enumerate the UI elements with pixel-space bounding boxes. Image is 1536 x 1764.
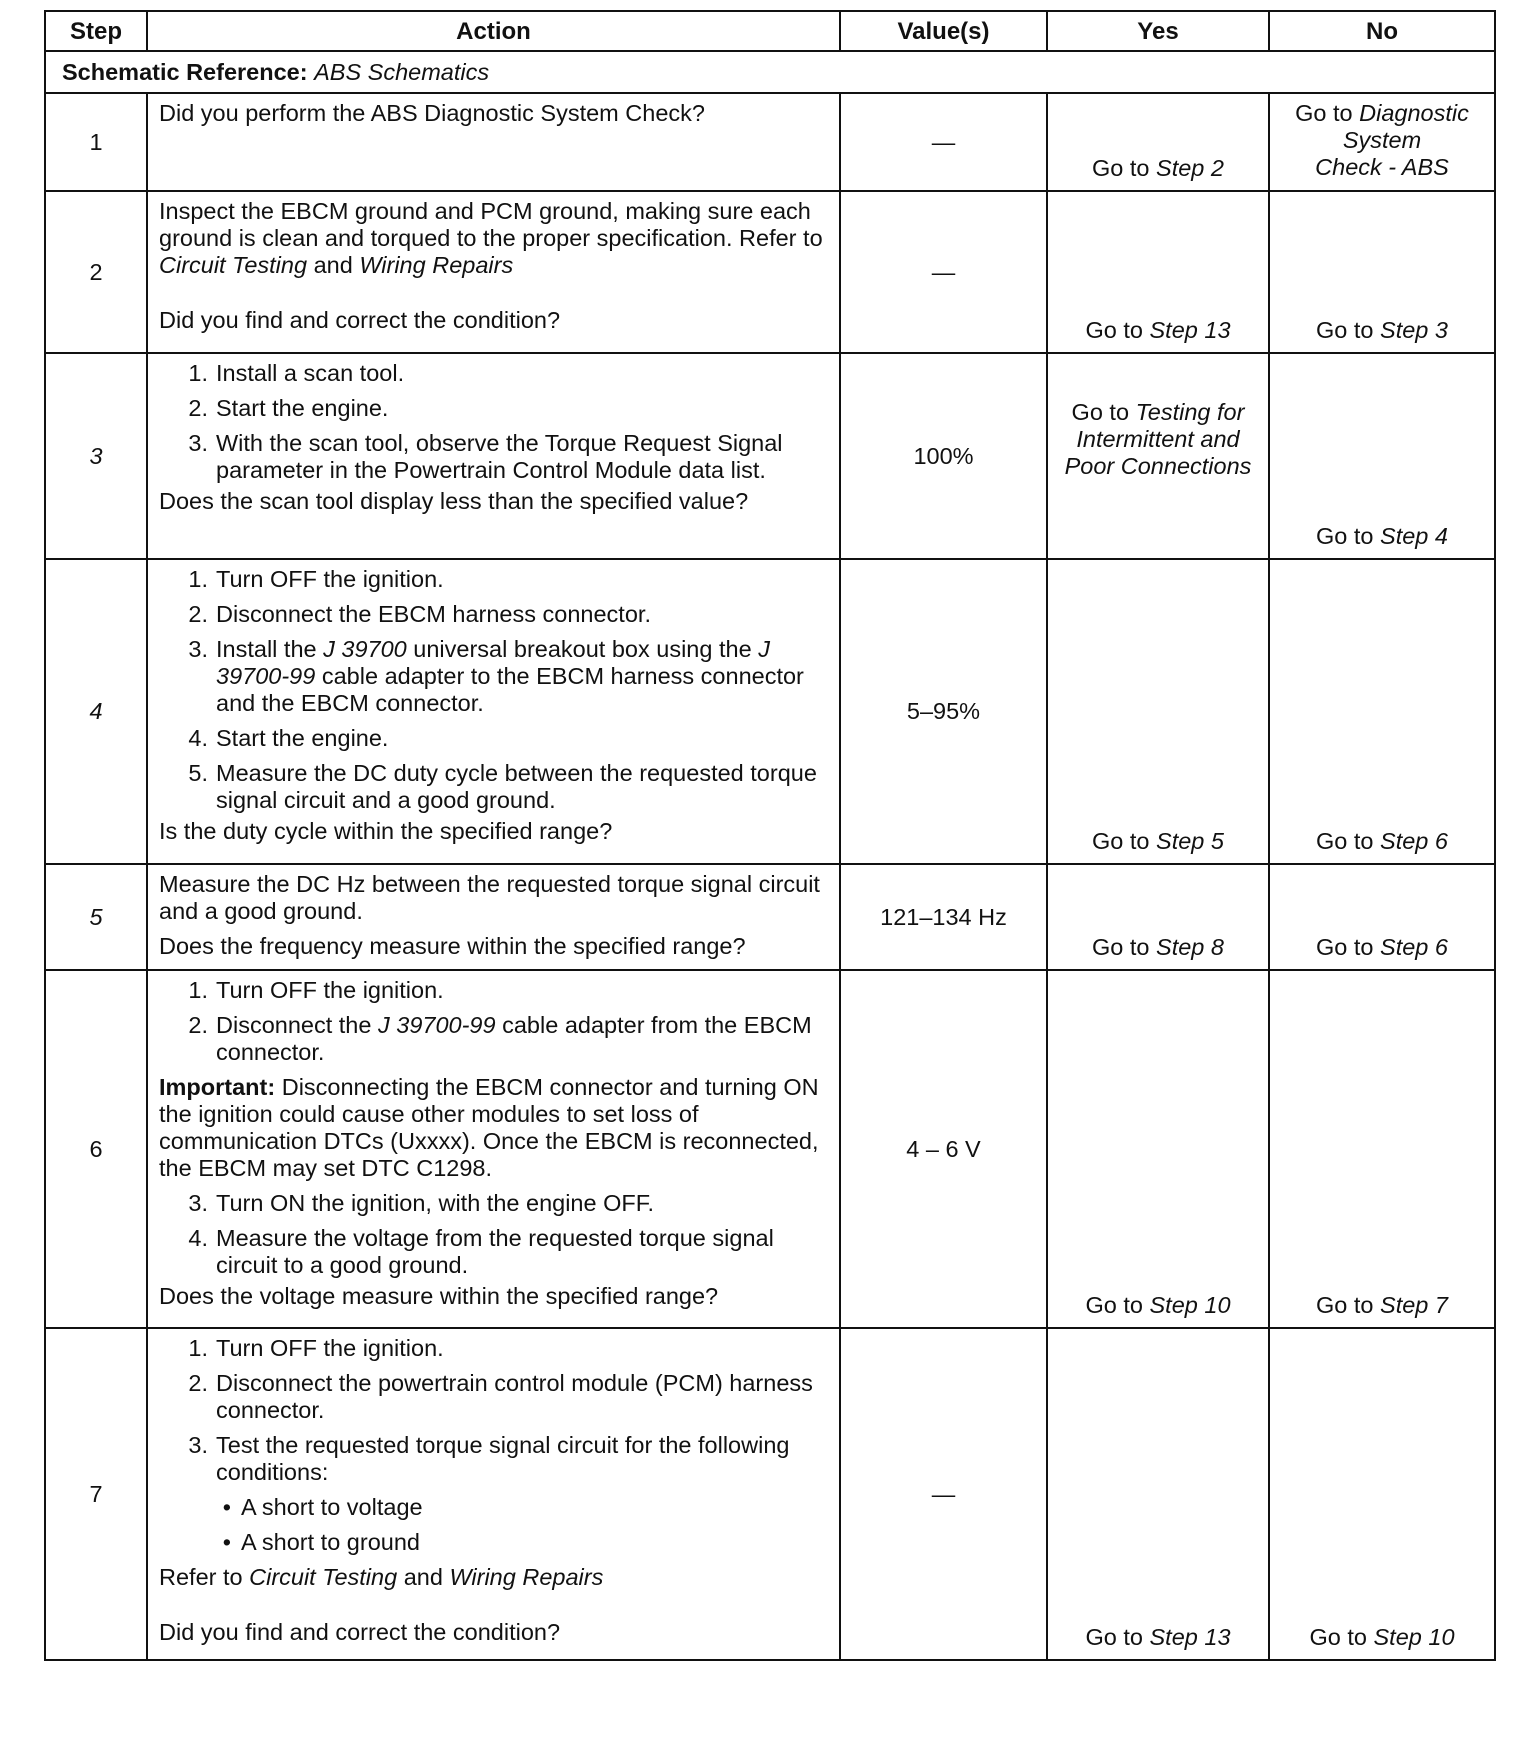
list-item: 1. Turn OFF the ignition. — [188, 1335, 444, 1361]
question: Is the duty cycle within the specified range? — [159, 818, 613, 844]
list-item: 3. Turn ON the ignition, with the engine OFF. — [188, 1190, 655, 1216]
yes-cell: Go to Step 13 — [1047, 191, 1269, 353]
yes-link[interactable]: Step 2 — [1156, 155, 1224, 181]
yes-cell — [1047, 93, 1269, 191]
list-item: 3. Test the requested torque signal circuit for the following conditions: — [188, 1432, 790, 1485]
no-cell: Go to Step 7 — [1269, 970, 1495, 1328]
value-cell: — — [840, 191, 1047, 353]
step-number: 2 — [45, 191, 147, 353]
no-link[interactable]: Step 7 — [1380, 1292, 1448, 1318]
tool-ref: J 39700 — [323, 636, 407, 662]
tool-ref: J 39700-99 — [216, 636, 770, 689]
no-link[interactable]: Step 6 — [1380, 934, 1448, 960]
condition-list — [159, 1494, 829, 1556]
step-number: 6 — [45, 970, 147, 1328]
list-item: 3. With the scan tool, observe the Torque Request Signal parameter in the Powertrain Control Module data list. — [188, 430, 783, 483]
header-values: Value(s) — [840, 11, 1047, 51]
no-link[interactable]: Diagnostic System Check - ABS — [1315, 100, 1469, 180]
step-number: 1 — [45, 93, 147, 191]
action-cell — [147, 93, 840, 191]
yes-link[interactable]: Testing for — [1135, 398, 1245, 425]
list-item: 4. Measure the voltage from the requested torque signal circuit to a good ground. — [188, 1225, 774, 1278]
step-number: 3 — [45, 353, 147, 559]
no-link[interactable]: Step 3 — [1380, 317, 1448, 343]
list-item: • A short to voltage — [222, 1494, 423, 1520]
step-number: 5 — [45, 864, 147, 970]
step-number: 7 — [45, 1328, 147, 1660]
instruction: Inspect the EBCM ground and PCM ground, making sure each ground is clean and torqued to the proper specification. Refer to Circuit Testing and Wiring Repairs — [159, 198, 823, 278]
value-cell: 121–134 Hz — [840, 864, 1047, 970]
reference-link[interactable]: Circuit Testing — [159, 252, 308, 278]
reference-link[interactable]: Wiring Repairs — [359, 252, 514, 278]
instruction-list — [159, 566, 829, 814]
schematic-link[interactable]: ABS Schematics — [314, 58, 490, 85]
yes-cell: Go to Step 10 — [1047, 970, 1269, 1328]
no-cell: Go to Step 10 — [1269, 1328, 1495, 1660]
list-item: 4. Start the engine. — [188, 725, 389, 751]
list-item: 1. Turn OFF the ignition. — [188, 566, 444, 592]
value-cell: — — [840, 93, 1047, 191]
header-no: No — [1269, 11, 1495, 51]
table-row — [45, 970, 1495, 1328]
no-cell: Go to Step 6 — [1269, 559, 1495, 864]
table-row — [45, 559, 1495, 864]
list-item: 2. Disconnect the powertrain control module (PCM) harness connector. — [188, 1370, 813, 1423]
question: Does the scan tool display less than the specified value? — [159, 488, 749, 514]
schematic-reference — [45, 51, 1495, 93]
yes-cell: Go to Step 5 — [1047, 559, 1269, 864]
value-cell: 4 – 6 V — [840, 970, 1047, 1328]
step-number: 4 — [45, 559, 147, 864]
table-row — [45, 1328, 1495, 1660]
list-item: 5. Measure the DC duty cycle between the requested torque signal circuit and a good ground. — [188, 760, 817, 813]
table-row — [45, 353, 1495, 559]
yes-link[interactable]: Step 13 — [1149, 1624, 1231, 1650]
table-row — [45, 191, 1495, 353]
header-row — [45, 11, 1495, 51]
no-cell: Go to Step 4 — [1269, 353, 1495, 559]
yes-cell: Go to Step 8 — [1047, 864, 1269, 970]
list-item: 2. Start the engine. — [188, 395, 389, 421]
diagnostic-table — [44, 10, 1496, 1661]
question: Did you find and correct the condition? — [159, 1619, 561, 1645]
no-link[interactable]: Step 6 — [1380, 828, 1448, 854]
action-cell — [147, 1328, 840, 1660]
header-yes: Yes — [1047, 11, 1269, 51]
instruction: Refer to Circuit Testing and Wiring Repairs — [159, 1564, 604, 1590]
instruction-list — [159, 360, 829, 484]
no-cell: Go to Step 6 — [1269, 864, 1495, 970]
yes-link[interactable]: Step 5 — [1156, 828, 1224, 854]
reference-link[interactable]: Circuit Testing — [249, 1564, 398, 1590]
value-cell: — — [840, 1328, 1047, 1660]
yes-link[interactable]: Step 10 — [1149, 1292, 1231, 1318]
tool-ref: J 39700-99 — [377, 1012, 496, 1038]
action-cell — [147, 191, 840, 353]
action-cell — [147, 353, 840, 559]
reference-link[interactable]: Wiring Repairs — [449, 1564, 604, 1590]
value-cell: 5–95% — [840, 559, 1047, 864]
schematic-row — [45, 51, 1495, 93]
yes-link[interactable]: Step 13 — [1149, 317, 1231, 343]
question: Does the voltage measure within the specified range? — [159, 1283, 719, 1309]
go-to-text: Go to — [1092, 155, 1150, 181]
important-note: Important: Disconnecting the EBCM connector and turning ON the ignition could cause other modules to set loss of communication DTCs (Uxxxx). Once the EBCM is reconnected, the EBCM may set DTC C1298. — [159, 1074, 819, 1181]
important-label: Important: — [159, 1074, 276, 1100]
question: Did you find and correct the condition? — [159, 307, 561, 333]
table-row — [45, 864, 1495, 970]
no-link[interactable]: Step 10 — [1373, 1624, 1455, 1650]
instruction-list — [159, 977, 829, 1066]
go-to-text: Go to — [1295, 100, 1353, 126]
no-link[interactable]: Step 4 — [1380, 523, 1448, 549]
table-row — [45, 93, 1495, 191]
schematic-label: Schematic Reference: — [62, 58, 308, 85]
no-cell: Go to Step 3 — [1269, 191, 1495, 353]
list-item: 2. Disconnect the J 39700-99 cable adapter from the EBCM connector. — [188, 1012, 812, 1065]
list-item: 1. Turn OFF the ignition. — [188, 977, 444, 1003]
list-item: • A short to ground — [222, 1529, 420, 1555]
instruction-list — [159, 1335, 829, 1486]
action-cell — [147, 864, 840, 970]
instruction: Measure the DC Hz between the requested torque signal circuit and a good ground. — [159, 871, 820, 924]
yes-cell: Go to Step 13 — [1047, 1328, 1269, 1660]
question: Does the frequency measure within the specified range? — [159, 933, 746, 959]
question: Did you perform the ABS Diagnostic System Check? — [159, 100, 705, 126]
list-item: 3. Install the J 39700 universal breakout box using the J 39700-99 cable adapter to the EBCM harness connector and the EBCM connector. — [188, 636, 804, 716]
list-item: 1. Install a scan tool. — [188, 360, 405, 386]
instruction-list — [159, 1190, 829, 1279]
header-action: Action — [147, 11, 840, 51]
yes-link[interactable]: Step 8 — [1156, 934, 1224, 960]
value-cell: 100% — [840, 353, 1047, 559]
no-cell — [1269, 93, 1495, 191]
action-cell — [147, 559, 840, 864]
list-item: 2. Disconnect the EBCM harness connector. — [188, 601, 651, 627]
yes-cell: Go to Testing for Intermittent and Poor Connections — [1047, 353, 1269, 559]
header-step: Step — [45, 11, 147, 51]
action-cell — [147, 970, 840, 1328]
